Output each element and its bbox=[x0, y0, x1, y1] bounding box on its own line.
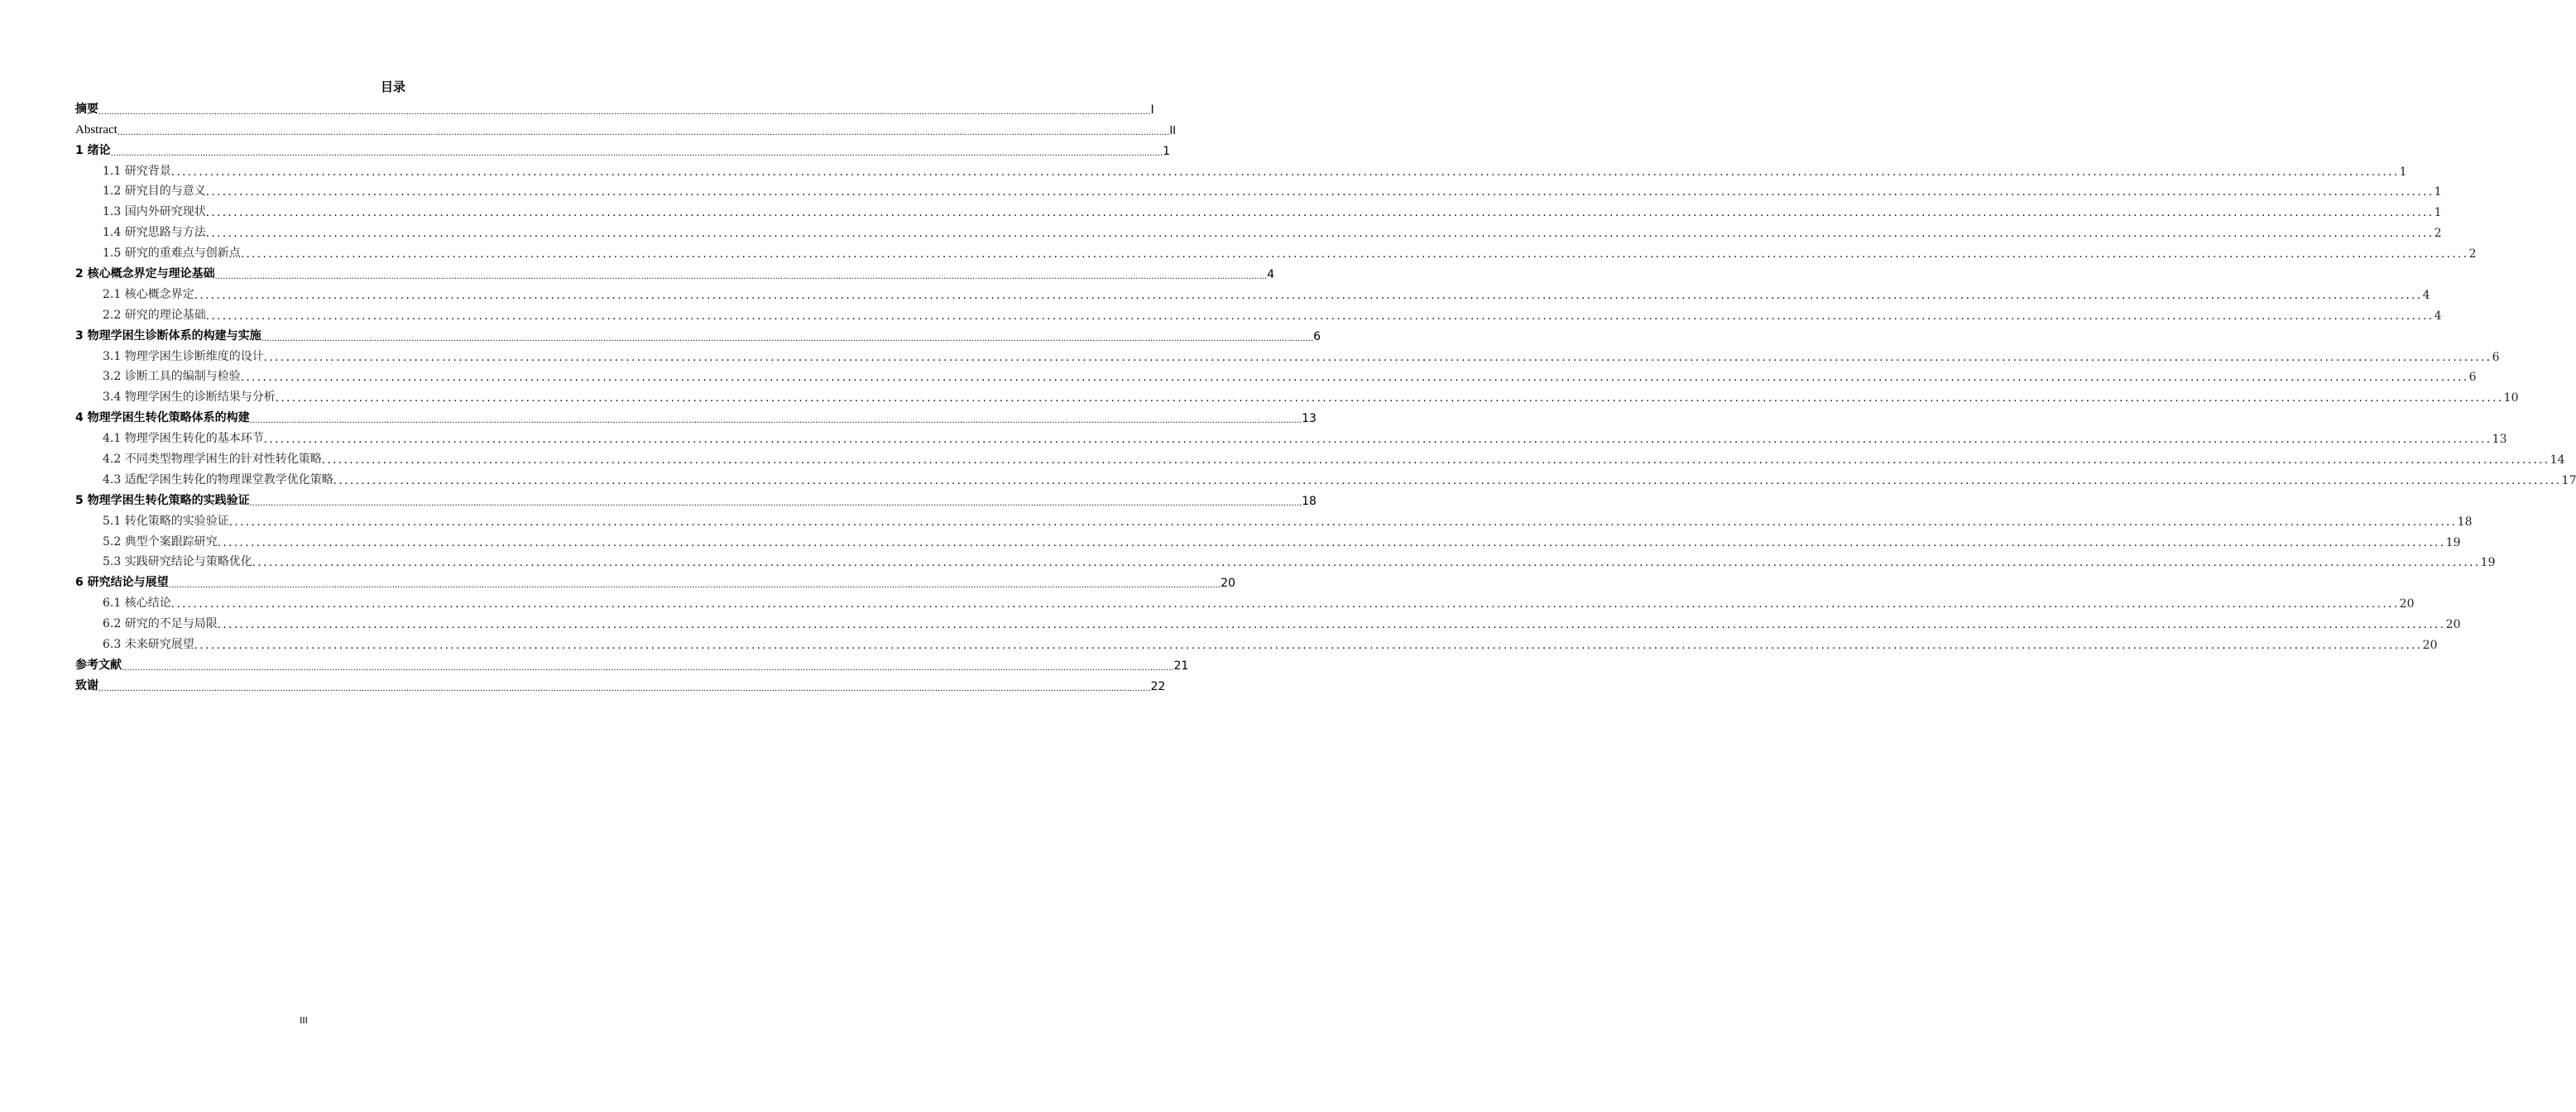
toc-section-entry[interactable] bbox=[75, 200, 2442, 221]
toc-section-entry[interactable] bbox=[75, 551, 2496, 572]
page-number: III bbox=[300, 1015, 308, 1026]
toc-leader-dots: ................................................................................................................................................................................................................................................................................................................................................................................................................ bbox=[205, 207, 2434, 220]
toc-section-entry[interactable] bbox=[75, 530, 2461, 551]
toc-leader-dots: ................................................................................................................................................................................................................................................................................................................................................................................................................ bbox=[228, 515, 2458, 529]
toc-leader-dots: ................................................................................................................................................................................................................................................................................................................................................................................................................ bbox=[261, 333, 1314, 343]
toc-leader-dots: ................................................................................................................................................................................................................................................................................................................................................................................................................ bbox=[205, 186, 2434, 199]
toc-leader-dots: ................................................................................................................................................................................................................................................................................................................................................................................................................ bbox=[240, 248, 2469, 261]
toc-chapter-entry[interactable] bbox=[75, 324, 1322, 345]
toc-entry-page: 21 bbox=[1173, 659, 1189, 673]
toc-entry-page: 19 bbox=[2445, 535, 2461, 549]
toc-leader-dots: ................................................................................................................................................................................................................................................................................................................................................................................................................ bbox=[117, 127, 1170, 137]
toc-section-entry[interactable] bbox=[75, 304, 2442, 324]
toc-entry-page: 1 bbox=[2434, 185, 2442, 199]
toc-entry-label: 6.1 核心结论 bbox=[103, 597, 171, 611]
toc-entry-label: 4.1 物理学困生转化的基本环节 bbox=[103, 432, 264, 446]
toc-entry-label: 3.1 物理学困生诊断维度的设计 bbox=[103, 349, 264, 363]
toc-chapter-entry[interactable] bbox=[75, 674, 1166, 695]
toc-entry-page: 18 bbox=[1302, 494, 1317, 508]
toc-entry-page: 6 bbox=[2468, 371, 2477, 385]
toc-entry-label: 3 物理学困生诊断体系的构建与实施 bbox=[75, 328, 261, 343]
toc-leader-dots: ................................................................................................................................................................................................................................................................................................................................................................................................................ bbox=[263, 434, 2492, 447]
toc-entry-label: 4.2 不同类型物理学困生的针对性转化策略 bbox=[103, 453, 322, 467]
toc-entry-page: 1 bbox=[1163, 144, 1171, 158]
toc-entry-label: 5 物理学困生转化策略的实践验证 bbox=[75, 493, 250, 507]
toc-chapter-entry[interactable] bbox=[75, 98, 1154, 118]
toc-section-entry[interactable] bbox=[75, 180, 2442, 201]
toc-leader-dots: ................................................................................................................................................................................................................................................................................................................................................................................................................ bbox=[170, 165, 2400, 179]
toc-entry-page: 4 bbox=[2434, 309, 2442, 323]
toc-leader-dots: ................................................................................................................................................................................................................................................................................................................................................................................................................ bbox=[168, 581, 1221, 591]
toc-entry-page: I bbox=[1150, 103, 1154, 117]
toc-leader-dots: ................................................................................................................................................................................................................................................................................................................................................................................................................ bbox=[275, 392, 2504, 405]
toc-section-entry[interactable] bbox=[75, 283, 2430, 304]
toc-chapter-entry[interactable] bbox=[75, 571, 1235, 592]
toc-section-entry[interactable] bbox=[75, 427, 2507, 448]
toc-entry-label: 摘要 bbox=[75, 102, 98, 116]
toc-leader-dots: ................................................................................................................................................................................................................................................................................................................................................................................................................ bbox=[205, 309, 2434, 323]
toc-entry-label: 参考文献 bbox=[75, 658, 122, 672]
toc-entry-label: 2 核心概念界定与理论基础 bbox=[75, 267, 215, 281]
toc-entry-label: 5.2 典型个案跟踪研究 bbox=[103, 534, 218, 549]
toc-section-entry[interactable] bbox=[75, 160, 2407, 180]
toc-entry-page: 6 bbox=[2492, 350, 2500, 364]
toc-entry-page: 6 bbox=[1313, 329, 1322, 343]
toc-section-entry[interactable] bbox=[75, 592, 2415, 612]
toc-section-entry[interactable] bbox=[75, 221, 2442, 242]
toc-entry-page: 1 bbox=[2434, 206, 2442, 220]
toc-entry-label: 6 研究结论与展望 bbox=[75, 576, 169, 590]
toc-leader-dots: ................................................................................................................................................................................................................................................................................................................................................................................................................ bbox=[321, 454, 2550, 467]
toc-leader-dots: ................................................................................................................................................................................................................................................................................................................................................................................................................ bbox=[110, 148, 1163, 158]
toc-section-entry[interactable] bbox=[75, 242, 2477, 262]
toc-title: 目录 bbox=[380, 79, 405, 94]
toc-leader-dots: ................................................................................................................................................................................................................................................................................................................................................................................................................ bbox=[98, 683, 1151, 693]
toc-leader-dots: ................................................................................................................................................................................................................................................................................................................................................................................................................ bbox=[249, 416, 1302, 426]
toc-leader-dots: ................................................................................................................................................................................................................................................................................................................................................................................................................ bbox=[217, 536, 2446, 549]
toc-section-entry[interactable] bbox=[75, 448, 2565, 468]
toc-chapter-entry[interactable] bbox=[75, 118, 1176, 139]
toc-entry-page: 20 bbox=[2422, 639, 2438, 653]
toc-section-entry[interactable] bbox=[75, 366, 2477, 386]
toc-entry-label: 1 绪论 bbox=[75, 143, 111, 157]
toc-leader-dots: ................................................................................................................................................................................................................................................................................................................................................................................................................ bbox=[98, 107, 1151, 117]
toc-entry-page: 4 bbox=[1267, 268, 1275, 282]
toc-entry-label: 5.3 实践研究结论与策略优化 bbox=[103, 555, 252, 569]
toc-leader-dots: ................................................................................................................................................................................................................................................................................................................................................................................................................ bbox=[194, 640, 2423, 653]
toc-list bbox=[75, 98, 2576, 695]
toc-section-entry[interactable] bbox=[75, 386, 2519, 406]
toc-entry-page: 20 bbox=[2445, 618, 2461, 632]
toc-entry-page: 13 bbox=[1302, 412, 1317, 426]
toc-chapter-entry[interactable] bbox=[75, 654, 1189, 674]
toc-leader-dots: ................................................................................................................................................................................................................................................................................................................................................................................................................ bbox=[217, 619, 2446, 632]
toc-entry-label: 2.2 研究的理论基础 bbox=[103, 308, 206, 322]
toc-entry-page: 17 bbox=[2561, 473, 2576, 487]
toc-entry-label: 4.3 适配学困生转化的物理课堂教学优化策略 bbox=[103, 472, 333, 486]
toc-leader-dots: ................................................................................................................................................................................................................................................................................................................................................................................................................ bbox=[205, 228, 2434, 241]
toc-section-entry[interactable] bbox=[75, 468, 2576, 489]
toc-entry-label: 4 物理学困生转化策略体系的构建 bbox=[75, 411, 250, 425]
toc-entry-label: 5.1 转化策略的实验验证 bbox=[103, 514, 229, 528]
toc-entry-page: II bbox=[1169, 124, 1176, 137]
toc-leader-dots: ................................................................................................................................................................................................................................................................................................................................................................................................................ bbox=[194, 289, 2423, 302]
toc-leader-dots: ................................................................................................................................................................................................................................................................................................................................................................................................................ bbox=[252, 557, 2481, 570]
toc-leader-dots: ................................................................................................................................................................................................................................................................................................................................................................................................................ bbox=[263, 351, 2492, 364]
toc-entry-label: 6.3 未来研究展望 bbox=[103, 638, 194, 652]
toc-chapter-entry[interactable] bbox=[75, 262, 1275, 283]
toc-chapter-entry[interactable] bbox=[75, 489, 1317, 510]
toc-entry-page: 2 bbox=[2468, 247, 2477, 261]
toc-entry-page: 2 bbox=[2434, 227, 2442, 241]
toc-entry-label: 3.4 物理学困生的诊断结果与分析 bbox=[103, 391, 276, 405]
toc-entry-label: Abstract bbox=[75, 122, 118, 137]
toc-entry-label: 1.3 国内外研究现状 bbox=[103, 205, 206, 219]
toc-leader-dots: ................................................................................................................................................................................................................................................................................................................................................................................................................ bbox=[122, 663, 1174, 673]
toc-entry-label: 1.1 研究背景 bbox=[103, 164, 171, 178]
toc-leader-dots: ................................................................................................................................................................................................................................................................................................................................................................................................................ bbox=[249, 498, 1302, 508]
toc-chapter-entry[interactable] bbox=[75, 406, 1317, 427]
toc-entry-page: 18 bbox=[2457, 515, 2473, 529]
toc-leader-dots: ................................................................................................................................................................................................................................................................................................................................................................................................................ bbox=[170, 598, 2400, 611]
toc-entry-label: 2.1 核心概念界定 bbox=[103, 287, 194, 301]
toc-entry-label: 1.4 研究思路与方法 bbox=[103, 226, 206, 240]
toc-entry-label: 3.2 诊断工具的编制与检验 bbox=[103, 370, 241, 384]
toc-entry-label: 致谢 bbox=[75, 678, 98, 693]
toc-leader-dots: ................................................................................................................................................................................................................................................................................................................................................................................................................ bbox=[240, 371, 2469, 385]
toc-entry-page: 10 bbox=[2503, 391, 2519, 405]
toc-entry-label: 1.5 研究的重难点与创新点 bbox=[103, 247, 241, 261]
toc-entry-page: 13 bbox=[2492, 433, 2507, 447]
toc-entry-page: 20 bbox=[2399, 597, 2415, 611]
toc-entry-label: 1.2 研究目的与意义 bbox=[103, 185, 206, 199]
toc-leader-dots: ................................................................................................................................................................................................................................................................................................................................................................................................................ bbox=[214, 272, 1268, 282]
toc-entry-page: 22 bbox=[1150, 679, 1166, 693]
toc-section-entry[interactable] bbox=[75, 345, 2500, 366]
toc-entry-page: 19 bbox=[2480, 556, 2496, 570]
toc-entry-page: 4 bbox=[2422, 288, 2430, 302]
toc-entry-page: 14 bbox=[2550, 453, 2565, 467]
toc-leader-dots: ................................................................................................................................................................................................................................................................................................................................................................................................................ bbox=[333, 474, 2562, 487]
toc-chapter-entry[interactable] bbox=[75, 139, 1171, 160]
toc-section-entry[interactable] bbox=[75, 612, 2461, 633]
toc-section-entry[interactable] bbox=[75, 633, 2438, 654]
toc-entry-page: 20 bbox=[1221, 577, 1235, 591]
toc-section-entry[interactable] bbox=[75, 510, 2473, 530]
toc-entry-page: 1 bbox=[2399, 165, 2407, 179]
toc-entry-label: 6.2 研究的不足与局限 bbox=[103, 617, 218, 631]
